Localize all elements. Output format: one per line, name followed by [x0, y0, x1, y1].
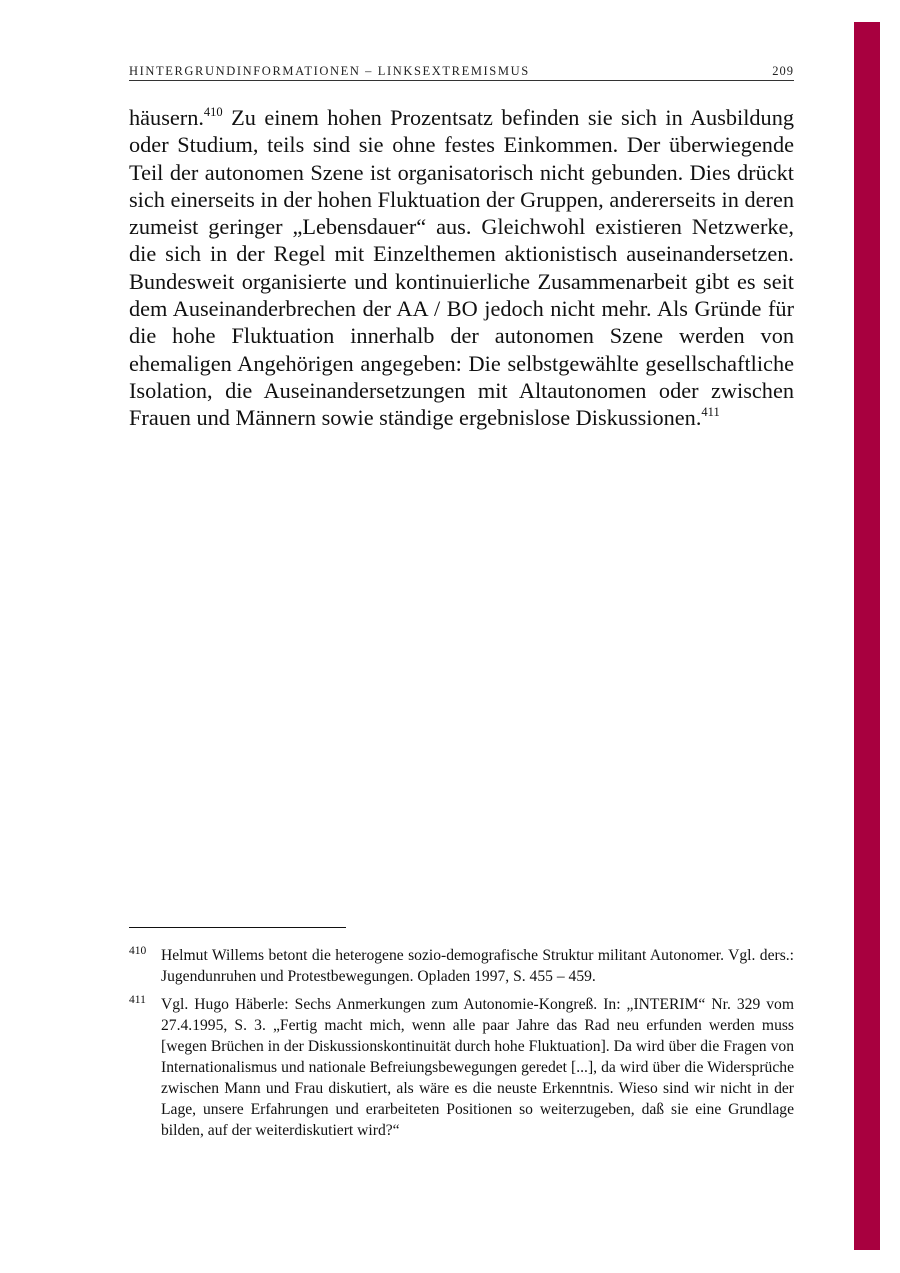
- lead-word: häusern.: [129, 105, 204, 130]
- footnote-411: [129, 994, 794, 1141]
- running-header-title: HINTERGRUNDINFORMATIONEN – LINKSEXTREMISMUS: [129, 64, 530, 78]
- footnote-reference-410[interactable]: 410: [203, 104, 223, 119]
- main-text: [129, 104, 794, 432]
- footnote-number: 410: [129, 945, 147, 957]
- footnotes-section: [129, 945, 794, 1148]
- footnote-text: Vgl. Hugo Häberle: Sechs Anmerkungen zum Autonomie-Kongreß. In: „INTERIM“ Nr. 329 vom 27.4.1995, S. 3. „Fertig macht mich, wenn alle paar Jahre das Rad neu erfunden werden muss [wegen Brüchen in der Diskussionskontinuität durch hohe Fluktuation]. Da wird über die Fragen von Internationalismus und nationale Befreiungsbewegungen geredet [...], da wird über die Widersprüche zwischen Mann und Frau diskutiert, als wäre es die neuste Erkenntnis. Wieso sind wir nicht in der Lage, unsere Erfahrungen und erarbeiteten Positionen so weiterzugeben, daß sie eine Grundlage bilden, auf der weiterdiskutiert wird?“: [161, 996, 794, 1139]
- paragraph-text: Zu einem hohen Prozentsatz befinden sie sich in Ausbildung oder Studium, teils sind sie ohne festes Einkommen. Der überwiegende Teil der autonomen Szene ist organisatorisch nicht gebunden. Dies drückt sich einerseits in der hohen Fluktuation der Gruppen, andererseits in deren zumeist geringer „Lebensdauer“ aus. Gleichwohl existieren Netzwerke, die sich in der Regel mit Einzelthemen aktionistisch auseinandersetzen. Bundesweit organisierte und kontinuierliche Zusammenarbeit gibt es seit dem Auseinanderbrechen der AA / BO jedoch nicht mehr. Als Gründe für die hohe Fluktuation innerhalb der autonomen Szene werden von ehemaligen Angehörigen angegeben: Die selbstgewählte gesellschaftliche Isolation, die Auseinandersetzungen mit Altautonomen oder zwischen Frauen und Männern sowie ständige ergebnislose Diskussionen.: [129, 105, 794, 431]
- running-header: [129, 62, 794, 81]
- footnote-separator: [129, 927, 346, 928]
- body-paragraph: [129, 104, 794, 432]
- footnote-reference-411[interactable]: 411: [701, 404, 720, 419]
- side-accent-bar: [854, 22, 880, 1250]
- footnote-410: [129, 945, 794, 987]
- footnote-number: 411: [129, 994, 146, 1006]
- footnote-text: Helmut Willems betont die heterogene sozio-demografische Struktur militant Autonomer. Vgl. ders.: Jugendunruhen und Protestbewegungen. Opladen 1997, S. 455 – 459.: [161, 947, 794, 985]
- page-number: 209: [772, 64, 794, 78]
